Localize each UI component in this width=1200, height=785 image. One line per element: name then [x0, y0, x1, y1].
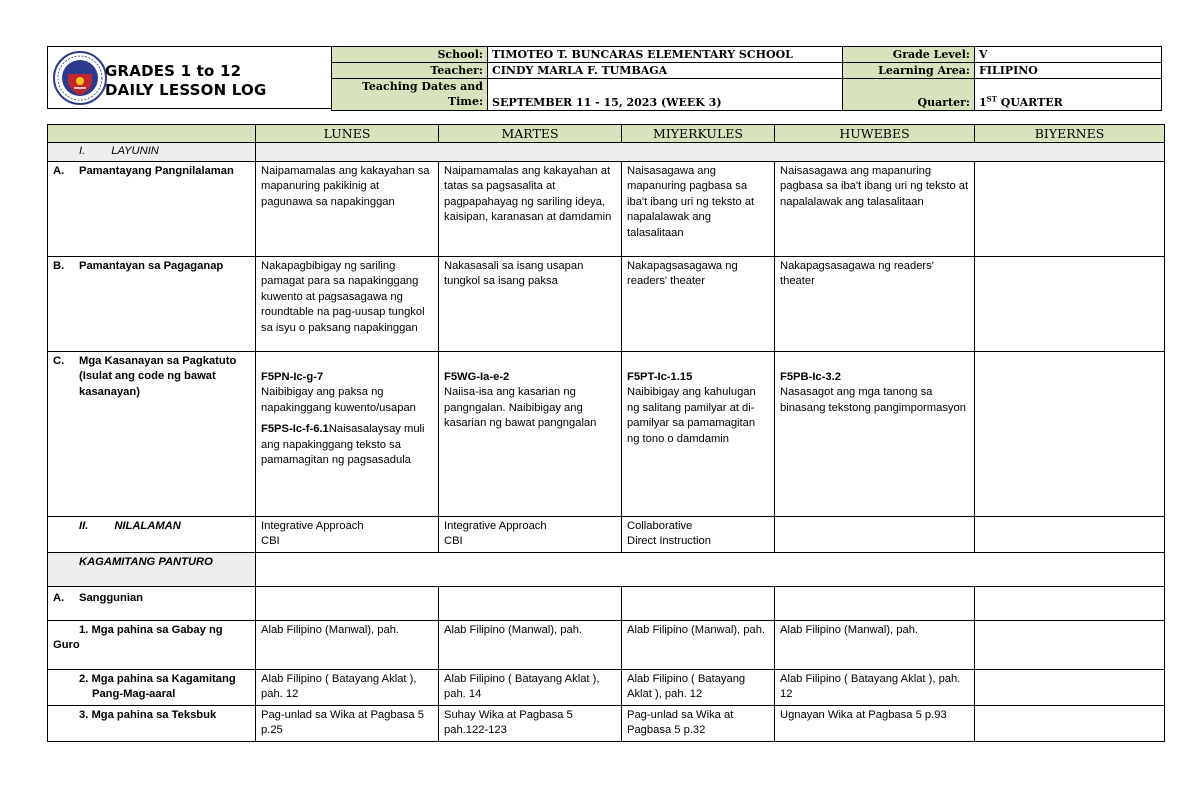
quarter-number: 1 [979, 96, 987, 109]
row-b-cell: Nakasasali sa isang usapan tungkol sa isang paksa [439, 256, 622, 351]
row-c-wed [622, 351, 775, 516]
row-b [48, 256, 1165, 351]
row-a-cell: Naisasagawa ang mapanuring pagbasa sa iba't ibang uri ng teksto at napalalawak ang talasalitaan [622, 161, 775, 256]
layunin-span [256, 143, 1165, 162]
lesson-grid [47, 124, 1165, 742]
row-a-cell: Naipamamalas ang kakayahan at tatas sa pagsasalita at pagpapahayag ng sariling ideya, kaisipan, karanasan at damdamin [439, 161, 622, 256]
sanggunian-cell [622, 586, 775, 620]
corner-cell [48, 125, 256, 143]
teksbuk-cell: Suhay Wika at Pagbasa 5 pah.122-123 [439, 705, 622, 741]
info-table [331, 46, 1162, 111]
nilalaman-tue [439, 516, 622, 552]
wed-instruction: Direct Instruction [627, 535, 711, 547]
dates-label: Teaching Dates and Time: [332, 79, 488, 111]
nilalaman-num: II. [79, 519, 89, 532]
dates-value: SEPTEMBER 11 - 15, 2023 (WEEK 3) [488, 79, 843, 111]
sanggunian-text: Sanggunian [79, 591, 144, 604]
quarter-rest: QUARTER [996, 96, 1063, 109]
nilalaman-fri [975, 516, 1165, 552]
row-a-cell: Naisasagawa ang mapanuring pagbasa sa iba't ibang uri ng teksto at napalalawak ang talasalitaan [775, 161, 975, 256]
nilalaman-thu [775, 516, 975, 552]
nilalaman-wed [622, 516, 775, 552]
day-header: BIYERNES [975, 125, 1165, 143]
mon-approach: Integrative Approach [261, 519, 364, 532]
mag-aaral-cell: Alab Filipino ( Batayang Aklat ), pah. 12 [775, 669, 975, 705]
wed-text: Naibibigay ang kahulugan ng salitang pamilyar at di-pamilyar sa pamamagitan ng tono o damdamin [627, 386, 756, 445]
thu-code: F5PB-Ic-3.2 [780, 370, 841, 383]
row-a-cell [975, 161, 1165, 256]
row-teksbuk [48, 705, 1165, 741]
row-nilalaman [48, 516, 1165, 552]
row-a-text: Pamantayang Pangnilalaman [79, 164, 234, 177]
mag-aaral-cell: Alab Filipino ( Batayang Aklat ), pah. 12 [622, 669, 775, 705]
nilalaman-text: NILALAMAN [114, 519, 181, 532]
grade-label: Grade Level: [843, 47, 975, 63]
mag-aaral-label [48, 669, 256, 705]
mag-aaral-cell [975, 669, 1165, 705]
layunin-text: LAYUNIN [111, 145, 159, 157]
sanggunian-cell [775, 586, 975, 620]
teksbuk-label [48, 705, 256, 741]
day-header: MIYERKULES [622, 125, 775, 143]
row-c-thu [775, 351, 975, 516]
row-sanggunian [48, 586, 1165, 620]
row-c-label [48, 351, 256, 516]
sanggunian-label [48, 586, 256, 620]
quarter-value [975, 79, 1162, 111]
row-a-label [48, 161, 256, 256]
mag-aaral-cell: Alab Filipino ( Batayang Aklat ), pah. 14 [439, 669, 622, 705]
lesson-log-header [47, 46, 1163, 109]
area-value: FILIPINO [975, 63, 1162, 79]
teacher-label: Teacher: [332, 63, 488, 79]
row-c-mon [256, 351, 439, 516]
row-c-num: C. [53, 354, 65, 367]
day-header: MARTES [439, 125, 622, 143]
tue-approach: Integrative Approach [444, 519, 547, 532]
grade-value: V [975, 47, 1162, 63]
day-header: HUWEBES [775, 125, 975, 143]
row-gabay [48, 620, 1165, 669]
teksbuk-text: 3. Mga pahina sa Teksbuk [79, 708, 217, 721]
day-header-row [48, 125, 1165, 143]
layunin-num: I. [79, 145, 86, 157]
deped-seal-icon [52, 50, 108, 106]
mag-aaral-text-2: Pang-Mag-aaral [92, 688, 176, 700]
mag-aaral-text-1: 2. Mga pahina sa Kagamitang [79, 672, 236, 685]
gabay-cell [975, 620, 1165, 669]
mon-text-1: Naibibigay ang paksa ng napakinggang kuwento/usapan [261, 386, 416, 414]
row-a-num: A. [53, 164, 65, 177]
teksbuk-cell [975, 705, 1165, 741]
row-b-cell: Nakapagsasagawa ng readers' theater [622, 256, 775, 351]
mag-aaral-cell: Alab Filipino ( Batayang Aklat ), pah. 12 [256, 669, 439, 705]
mon-cbi: CBI [261, 535, 280, 547]
row-c-tue [439, 351, 622, 516]
sanggunian-cell [439, 586, 622, 620]
row-kagamitang-mag-aaral [48, 669, 1165, 705]
sanggunian-num: A. [53, 591, 65, 604]
teksbuk-cell: Ugnayan Wika at Pagbasa 5 p.93 [775, 705, 975, 741]
gabay-label [48, 620, 256, 669]
teacher-value: CINDY MARLA F. TUMBAGA [488, 63, 843, 79]
quarter-label: Quarter: [843, 79, 975, 111]
kagamitang-span [256, 552, 1165, 586]
layunin-label [48, 143, 256, 162]
teksbuk-cell: Pag-unlad sa Wika at Pagbasa 5 p.32 [622, 705, 775, 741]
area-label: Learning Area: [843, 63, 975, 79]
sanggunian-cell [975, 586, 1165, 620]
mon-code-1: F5PN-Ic-g-7 [261, 370, 324, 383]
wed-approach: Collaborative [627, 519, 693, 532]
mon-code-2: F5PS-Ic-f-6.1 [261, 423, 329, 435]
sanggunian-cell [256, 586, 439, 620]
gabay-cell: Alab Filipino (Manwal), pah. [622, 620, 775, 669]
kagamitang-label [48, 552, 256, 586]
kagamitang-text: KAGAMITANG PANTURO [79, 555, 213, 568]
tue-text: Naiisa-isa ang kasarian ng pangngalan. Naibibigay ang kasarian ng bawat pangngalan [444, 386, 597, 429]
row-c [48, 351, 1165, 516]
mon-text-2: Naisasalaysay muli ang napakinggang teksto sa pamamagitan ng pagsasadula [261, 423, 425, 466]
row-b-cell: Nakapagbibigay ng sariling pamagat para sa napakinggang kuwento at pagsasagawa ng roundtable na pag-uusap tungkol sa isyu o paksang napakinggan [256, 256, 439, 351]
row-b-text: Pamantayan sa Pagaganap [79, 259, 224, 272]
school-label: School: [332, 47, 488, 63]
title-line-1: GRADES 1 to 12 [105, 62, 242, 80]
tue-code: F5WG-Ia-e-2 [444, 370, 510, 383]
row-b-label [48, 256, 256, 351]
quarter-suffix: ST [986, 94, 997, 104]
title-line-2: DAILY LESSON LOG [105, 81, 267, 99]
gabay-cell: Alab Filipino (Manwal), pah. [256, 620, 439, 669]
nilalaman-mon [256, 516, 439, 552]
row-a-cell: Naipamamalas ang kakayahan sa mapanuring pakikinig at pagunawa sa napakinggan [256, 161, 439, 256]
row-c-fri [975, 351, 1165, 516]
row-b-cell [975, 256, 1165, 351]
tue-cbi: CBI [444, 535, 463, 547]
thu-text: Nasasagot ang mga tanong sa binasang tekstong pangimpormasyon [780, 386, 966, 414]
row-b-cell: Nakapagsasagawa ng readers' theater [775, 256, 975, 351]
layunin-row [48, 143, 1165, 162]
school-value: TIMOTEO T. BUNCARAS ELEMENTARY SCHOOL [488, 47, 843, 63]
title-box [47, 46, 332, 109]
row-kagamitang [48, 552, 1165, 586]
teksbuk-cell: Pag-unlad sa Wika at Pagbasa 5 p.25 [256, 705, 439, 741]
row-b-num: B. [53, 259, 65, 272]
gabay-text: 1. Mga pahina sa Gabay ng Guro [53, 623, 223, 651]
day-header: LUNES [256, 125, 439, 143]
wed-code: F5PT-Ic-1.15 [627, 370, 693, 383]
nilalaman-label [48, 516, 256, 552]
row-a [48, 161, 1165, 256]
gabay-cell: Alab Filipino (Manwal), pah. [439, 620, 622, 669]
gabay-cell: Alab Filipino (Manwal), pah. [775, 620, 975, 669]
row-c-text: Mga Kasanayan sa Pagkatuto (Isulat ang code ng bawat kasanayan) [79, 354, 237, 398]
